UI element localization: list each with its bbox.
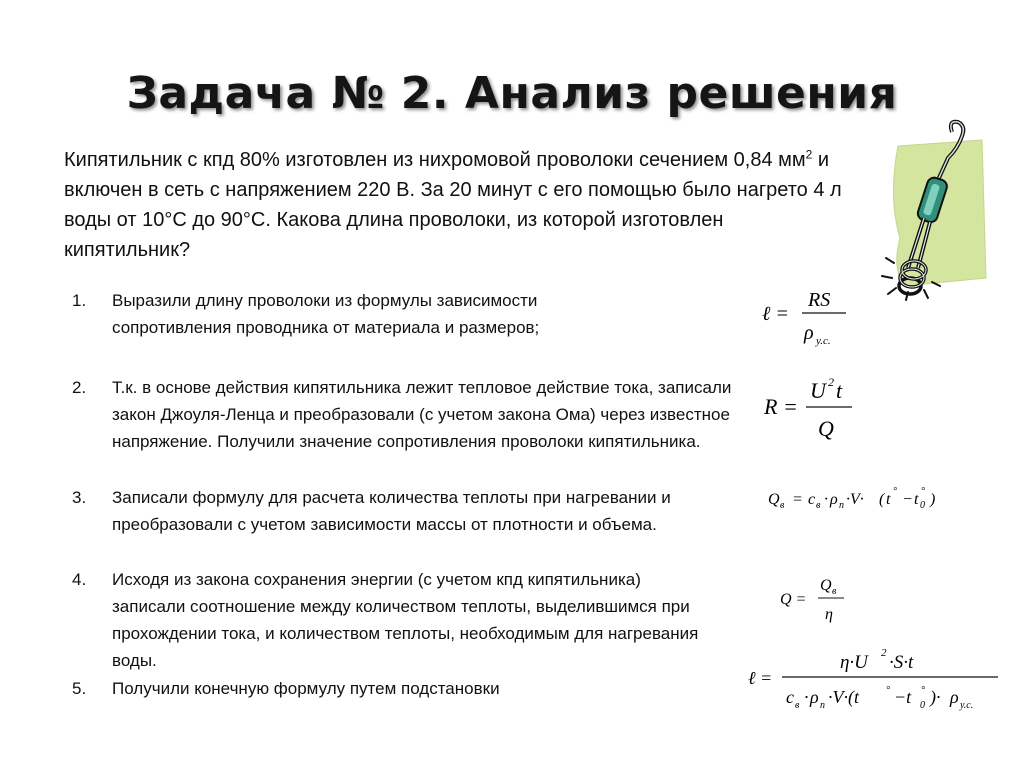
formula-denominator: η: [825, 606, 833, 623]
step-number: 3.: [72, 488, 87, 507]
step-text: Выразили длину проволоки из формулы зависимости сопротивления проводника от материала и размеров;: [112, 291, 540, 337]
step-text: Т.к. в основе действия кипятильника лежит тепловое действие тока, записали закон Джоуля-Ленца и преобразовали (с учетом закона Ома) через известное напряжение. Получили значение сопротивления проволоки кипятильника.: [112, 378, 732, 451]
formula-numerator-base: U: [810, 378, 826, 403]
formula-paren-close: ): [930, 491, 936, 508]
formula-eq: =: [792, 491, 803, 508]
formula-numerator-tail: t: [836, 378, 843, 403]
formula-lhs: ℓ =: [748, 668, 773, 688]
formula-numerator: RS: [808, 289, 831, 311]
formula-q-sub: в: [780, 500, 785, 511]
formula-volume: ·V·: [846, 491, 864, 508]
formula-minus: −: [902, 491, 913, 508]
formula-den-rho2-sub: у.с.: [960, 700, 974, 711]
formula-numerator-sup: 2: [828, 375, 834, 389]
formula-den-t0-sub: 0: [920, 700, 925, 711]
formula-denominator-sub: у.с.: [816, 335, 831, 347]
formula-c-sub: в: [816, 500, 821, 511]
formula-rho-sub: п: [839, 500, 844, 511]
step-number: 1.: [72, 291, 87, 310]
formula-degree: °: [893, 486, 897, 497]
formula-numerator-sub: в: [832, 586, 837, 597]
formula-den-degree: °: [921, 685, 925, 696]
step-text: Записали формулу для расчета количества теплоты при нагревании и преобразовали с учетом зависимости массы от плотности и объема.: [112, 488, 671, 534]
immersion-heater-icon: [878, 118, 998, 308]
formula-den-rho2: ρ: [950, 687, 959, 707]
formula-heat-quantity: [768, 484, 968, 523]
step-number: 5.: [72, 679, 87, 698]
formula-rho: ρ: [830, 491, 838, 508]
formula-t: t: [886, 491, 891, 508]
step-text: Получили конечную формулу путем подстановки: [112, 679, 500, 698]
problem-superscript: 2: [805, 147, 813, 162]
formula-paren-open: (: [879, 491, 885, 508]
formula-den-degree: °: [886, 685, 890, 696]
formula-numerator-sup: 2: [881, 647, 887, 659]
problem-text-part1: Кипятильник с кпд 80% изготовлен из нихромовой проволоки сечением 0,84 мм: [64, 149, 806, 171]
formula-den-c: c: [786, 687, 794, 707]
step-text: Исходя из закона сохранения энергии (с учетом кпд кипятильника) записали соотношение между количеством теплоты, выделившимся при прохождении тока, и количеством теплоты, необходимым для нагревания воды.: [112, 570, 699, 670]
formula-denominator: Q: [818, 416, 834, 441]
formula-den-c-sub: в: [795, 700, 800, 711]
formula-numerator-a: η·U: [840, 652, 868, 673]
formula-resistance: [762, 372, 862, 452]
formula-c: c: [808, 491, 816, 508]
formula-degree: °: [921, 486, 925, 497]
problem-text-part2: и включен в сеть с напряжением 220 В. За 20 минут с его помощью было нагрето 4 л воды от 10°С до 90°С. Какова длина проволоки, из которой изготовлен кипятильник?: [64, 149, 842, 261]
step-number: 2.: [72, 378, 87, 397]
formula-numerator: Q: [820, 577, 832, 594]
formula-lhs: ℓ =: [762, 303, 789, 325]
formula-den-close: )·: [930, 687, 941, 707]
formula-lhs: Q =: [780, 591, 807, 608]
formula-dot: ·: [824, 491, 828, 508]
formula-den-mid: ·V·(t: [828, 687, 859, 707]
formula-energy-balance: [780, 572, 860, 637]
formula-q: Q: [768, 491, 780, 508]
formula-numerator-b: ·S·t: [889, 652, 914, 673]
formula-den-dot: ·: [804, 687, 809, 707]
formula-t0-sub: 0: [920, 500, 925, 511]
formula-den-minus: −t: [894, 687, 912, 707]
step-number: 4.: [72, 570, 87, 589]
formula-t0: t: [914, 491, 919, 508]
formula-wire-length: [760, 282, 860, 357]
problem-statement: [64, 145, 844, 265]
formula-final: [748, 646, 1008, 721]
formula-lhs: R =: [764, 394, 798, 419]
formula-den-rho: ρ: [810, 687, 819, 707]
formula-denominator: ρ: [804, 322, 814, 344]
formula-den-rho-sub: п: [820, 700, 825, 711]
slide-title: Задача № 2. Анализ решения: [126, 68, 898, 119]
